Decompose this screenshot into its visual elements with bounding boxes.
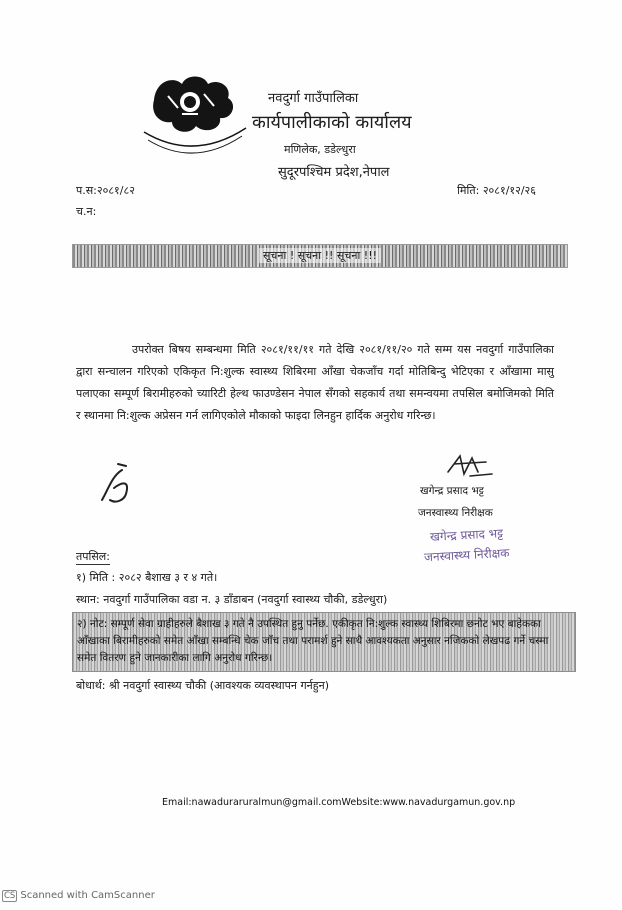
initials-signature	[96, 460, 146, 506]
details-note-block	[72, 612, 576, 672]
notice-title: सूचना ! सूचना !! सूचना !!!	[259, 248, 381, 263]
details-heading: तपसिल:	[76, 550, 110, 563]
stamp-name: खगेन्द्र प्रसाद भट्ट	[429, 526, 504, 544]
copy-to-line: बोधार्थ: श्री नवदुर्गा स्वास्थ्य चौकी (आवश्यक व्यवस्थापन गर्नहुन)	[76, 679, 329, 692]
signatory-name: खगेन्द्र प्रसाद भट्ट	[420, 485, 484, 497]
officer-signature	[440, 452, 500, 480]
letter-date: मिति: २०८१/१२/२६	[457, 184, 536, 197]
signatory-title: जनस्वास्थ्य निरीक्षक	[418, 507, 493, 519]
office-name: कार्यपालीकाको कार्यालय	[252, 112, 412, 133]
details-note: २) नोट: सम्पूर्ण सेवा ग्राहीहरुले बैशाख ३ गते नै उपस्थित हुनु पर्नेछ. एकीकृत नि:शुल्क स्वास्थ्य शिबिरमा छनोट भए बाहेकका आँखाका बिरामीहरुको समेत आँखा सम्बन्धि चेक जाँच तथा परामर्श हुने साथै आवश्यकता अनुसार नजिकको लेखपढ गर्ने चस्मा समेत वितरण हुने जानकारीका लागि अनुरोध गरिन्छ।	[77, 618, 549, 664]
dispatch-number: च.न:	[76, 205, 97, 218]
camscanner-icon: CS	[4, 891, 16, 901]
village-name: नवदुर्गा गाउँपालिका	[268, 91, 359, 106]
footer-contact: Email:nawaduraruralmun@gmail.comWebsite:www.navadurgamun.gov.np	[162, 797, 516, 808]
reference-number: प.स:२०८१/८२	[76, 184, 135, 197]
officer-stamp	[422, 524, 552, 568]
notice-body: उपरोक्त बिषय सम्बन्धमा मिति २०८१/११/११ गते देखि २०८१/११/२० गते सम्म यस नवदुर्गा गाउँपालिका द्वारा सन्चालन गरिएको एकिकृत नि:शुल्क स्वास्थ्य शिबिरमा आँखा चेकजाँच गर्दा मोतिबिन्दु भेटिएका र आँखामा मासु पलाएका सम्पूर्ण बिरामीहरुको च्यारिटी हेल्थ फाउण्डेसन नेपाल सँगको सहकार्य तथा समन्वयमा तपसिल बमोजिमको मिति र स्थानमा नि:शुल्क अप्रेसन गर्न लागिएकोले मौकाको फाइदा लिनहुन हार्दिक अनुरोध गरिन्छ।	[76, 343, 554, 422]
office-place: मणिलेक, डडेल्धुरा	[284, 143, 356, 156]
details-venue: स्थान: नवदुर्गा गाउँपालिका वडा न. ३ डाँडाबन (नवदुर्गा स्वास्थ्य चौकी, डडेल्धुरा)	[76, 593, 388, 606]
notice-banner	[72, 244, 568, 268]
office-province: सुदूरपश्चिम प्रदेश,नेपाल	[278, 165, 390, 180]
details-date-item: १) मिति : २०८२ बैशाख ३ र ४ गते।	[76, 571, 218, 584]
camscanner-text: Scanned with CamScanner	[20, 890, 155, 901]
stamp-title: जनस्वास्थ्य निरीक्षक	[423, 545, 510, 565]
camscanner-watermark	[2, 890, 155, 902]
municipality-seal-logo	[134, 70, 254, 160]
